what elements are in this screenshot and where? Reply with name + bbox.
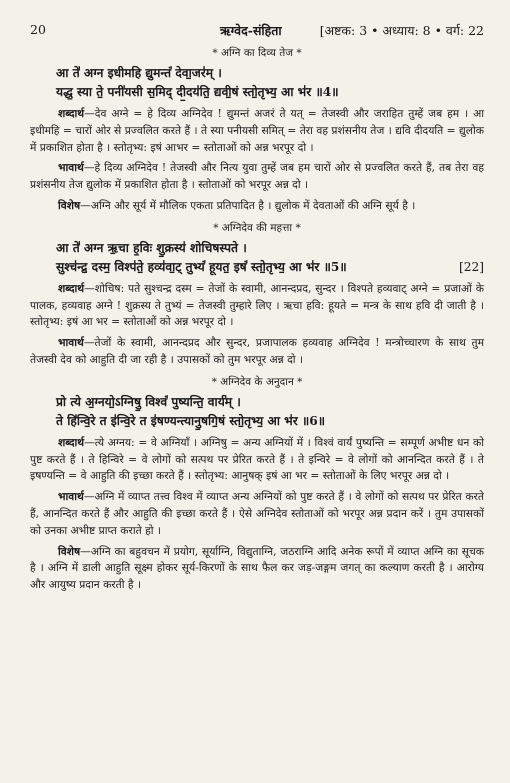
mantra-line: आ ते॑ अग्न इधीमहि द्युमन्तं॑ देवा॒जर॑म् । (56, 66, 222, 80)
shabdarth-text: —देव अग्ने = हे दिव्य अग्निदेव ! द्युमन्तं अजरं ते यत् = तेजस्वी और जराहित तुम्हें जब हम । आ इधीमहि = चारों ओर से प्रज्वलित करते हैं । ते स्या पनीयसी समित् = तेरा वह प्रशंसनीय तेज । द्यवि दीदयति = द्युलोक में प्रकाशित होता है । स्तोतृभ्य: इषं आभर = स्तोताओं को अन्न भरपूर दो । (30, 107, 484, 154)
shabdarth-paragraph (30, 281, 484, 331)
vishesh-paragraph (30, 198, 484, 215)
section-2 (30, 221, 484, 369)
section-heading: * अग्निदेव के अनुदान * (211, 375, 303, 388)
varga-number: [22] (458, 259, 484, 274)
mantra-line: सुश्च॑न्द्र॒ दस्म॒ विश्प॑ते॒ हव्य॑वा॒ट् तुभ्यं॑ हूयत॒ इषं॑ स्तो॒तृभ्य॒ आ भ॑र ॥5॥ (56, 259, 347, 274)
chapter-reference: [अष्टक: 3 • अध्याय: 8 • वर्ग: 22 (319, 23, 484, 38)
shabdarth-label: शब्दार्थ (58, 107, 85, 120)
bhavarth-paragraph (30, 489, 484, 539)
vishesh-paragraph (30, 544, 484, 594)
section-1 (30, 46, 484, 215)
bhavarth-label: भावार्थ (58, 161, 84, 175)
section-3 (30, 375, 484, 594)
bhavarth-paragraph (30, 160, 484, 194)
shabdarth-text: —शोचिष: पते सुश्चन्द्र दस्म = तेजों के स्वामी, आनन्दप्रद, सुन्दर । विश्पते हव्यवाट् अग्ने = प्रजाओं के पालक, हव्यवाह अग्ने ! शुक्रस्य ते तुभ्यं = तेजस्वी तुम्हारे लिए । ऋचा हवि: हूयते = मन्त्र के साथ हवि दी जाती है । स्तोतृभ्य: इषं आ भर = स्तोताओं को अन्न भरपूर दो । (30, 281, 484, 329)
mantra-line: यद्ध॒ स्या ते॒ पनी॑यसी स॒मिद् दी॒दय॑ति॒ द्यवी॒षं स्तो॒तृभ्य॒ आ भ॑र ॥4॥ (56, 85, 339, 99)
bhavarth-label: भावार्थ (58, 336, 84, 350)
shabdarth-label: शब्दार्थ (58, 435, 85, 449)
vishesh-text: —अग्नि और सूर्य में मौलिक एकता प्रतिपादित है । द्युलोक में देवताओं की अग्नि सूर्य है । (80, 198, 416, 212)
vishesh-label: विशेष (58, 544, 81, 558)
shabdarth-label: शब्दार्थ (58, 281, 85, 295)
shabdarth-paragraph (30, 435, 484, 485)
bhavarth-text: —अग्नि में व्याप्त तत्त्व विश्व में व्याप्त अन्य अग्नियों को पुष्ट करते हैं । वे लोगों को सत्पथ पर प्रेरित करते हैं, आनन्दित करते हैं और आहुति की इच्छा करते हैं । ऐसे अग्निदेव स्तोताओं को भरपूर अन्न प्रदान करें । तुम उपासकों को उनका अभीष्ट प्राप्त कराते हो । (30, 490, 484, 537)
mantra-verse (30, 393, 484, 431)
bhavarth-label: भावार्थ (58, 490, 84, 504)
mantra-line: ते हि॑न्वि॒रे त इ॑न्वि॒रे त इ॑षण्यन्त्यानु॒षगि॒षं स्तो॒तृभ्य॒ आ भ॑र ॥6॥ (56, 413, 326, 428)
mantra-verse (30, 239, 484, 277)
mantra-verse (30, 64, 484, 102)
mantra-line: आ ते॑ अग्न ऋ॒चा ह॒विः शु॒क्रस्य॑ शोचिषस्पते । (56, 240, 247, 255)
bhavarth-paragraph (30, 335, 484, 369)
section-heading: * अग्निदेव की महत्ता * (213, 221, 301, 234)
page-header (30, 22, 484, 44)
shabdarth-paragraph (30, 106, 484, 156)
page-number: 20 (30, 22, 46, 37)
section-heading: * अग्नि का दिव्य तेज * (212, 47, 302, 59)
vishesh-text: —अग्नि का बहुवचन में प्रयोग, सूर्याग्नि, विद्युताग्नि, जठराग्नि आदि अनेक रूपों में व्याप्त अग्नि का सूचक है । अग्नि में डाली आहुति सूक्ष्म होकर सूर्य-किरणों के साथ फैल कर जड़-जङ्गम जगत् का कल्याण करती है । आरोग्य और आयुष्य प्रदान करती है । (30, 544, 484, 592)
bhavarth-text: —तेजों के स्वामी, आनन्दप्रद और सुन्दर, प्रजापालक हव्यवाह अग्निदेव ! मन्त्रोच्चारण के साथ तुम तेजस्वी देव को आहुति दी जा रही है । उपासकों को तुम भरपूर अन्न दो । (30, 336, 484, 366)
book-title: ऋग्वेद-संहिता (220, 23, 282, 38)
shabdarth-text: —त्ये अग्नय: = वे अग्नियाँ । अग्निषु = अन्य अग्नियों में । विश्वं वार्यं पुष्यन्ति = सम्पूर्ण अभीष्ट धन को पुष्ट करते हैं । ते हिन्विरे = वे लोगों को सत्पथ पर प्रेरित करते हैं । ते इन्विरे = वे लोगों को आनन्दित करते हैं । ते इषण्यन्ति = वे आहुति की इच्छा करते हैं । स्तोतृभ्य: आनुषक् इषं आ भर = स्तोताओं के लिए भरपूर अन्न दो । (30, 435, 484, 483)
mantra-line: प्रो त्ये अ॒ग्नयो॒ऽग्निषु॒ विश्वं॑ पुष्यन्ति॒ वार्य॑म् । (56, 394, 241, 409)
vishesh-label: विशेष (58, 198, 81, 212)
bhavarth-text: —हे दिव्य अग्निदेव ! तेजस्वी और नित्य युवा तुम्हें जब हम चारों ओर से प्रज्वलित करते हैं, तब तेरा वह प्रशंसनीय तेज द्युलोक में प्रकाशित होता है । स्तोताओं को भरपूर अन्न दो । (30, 161, 484, 192)
